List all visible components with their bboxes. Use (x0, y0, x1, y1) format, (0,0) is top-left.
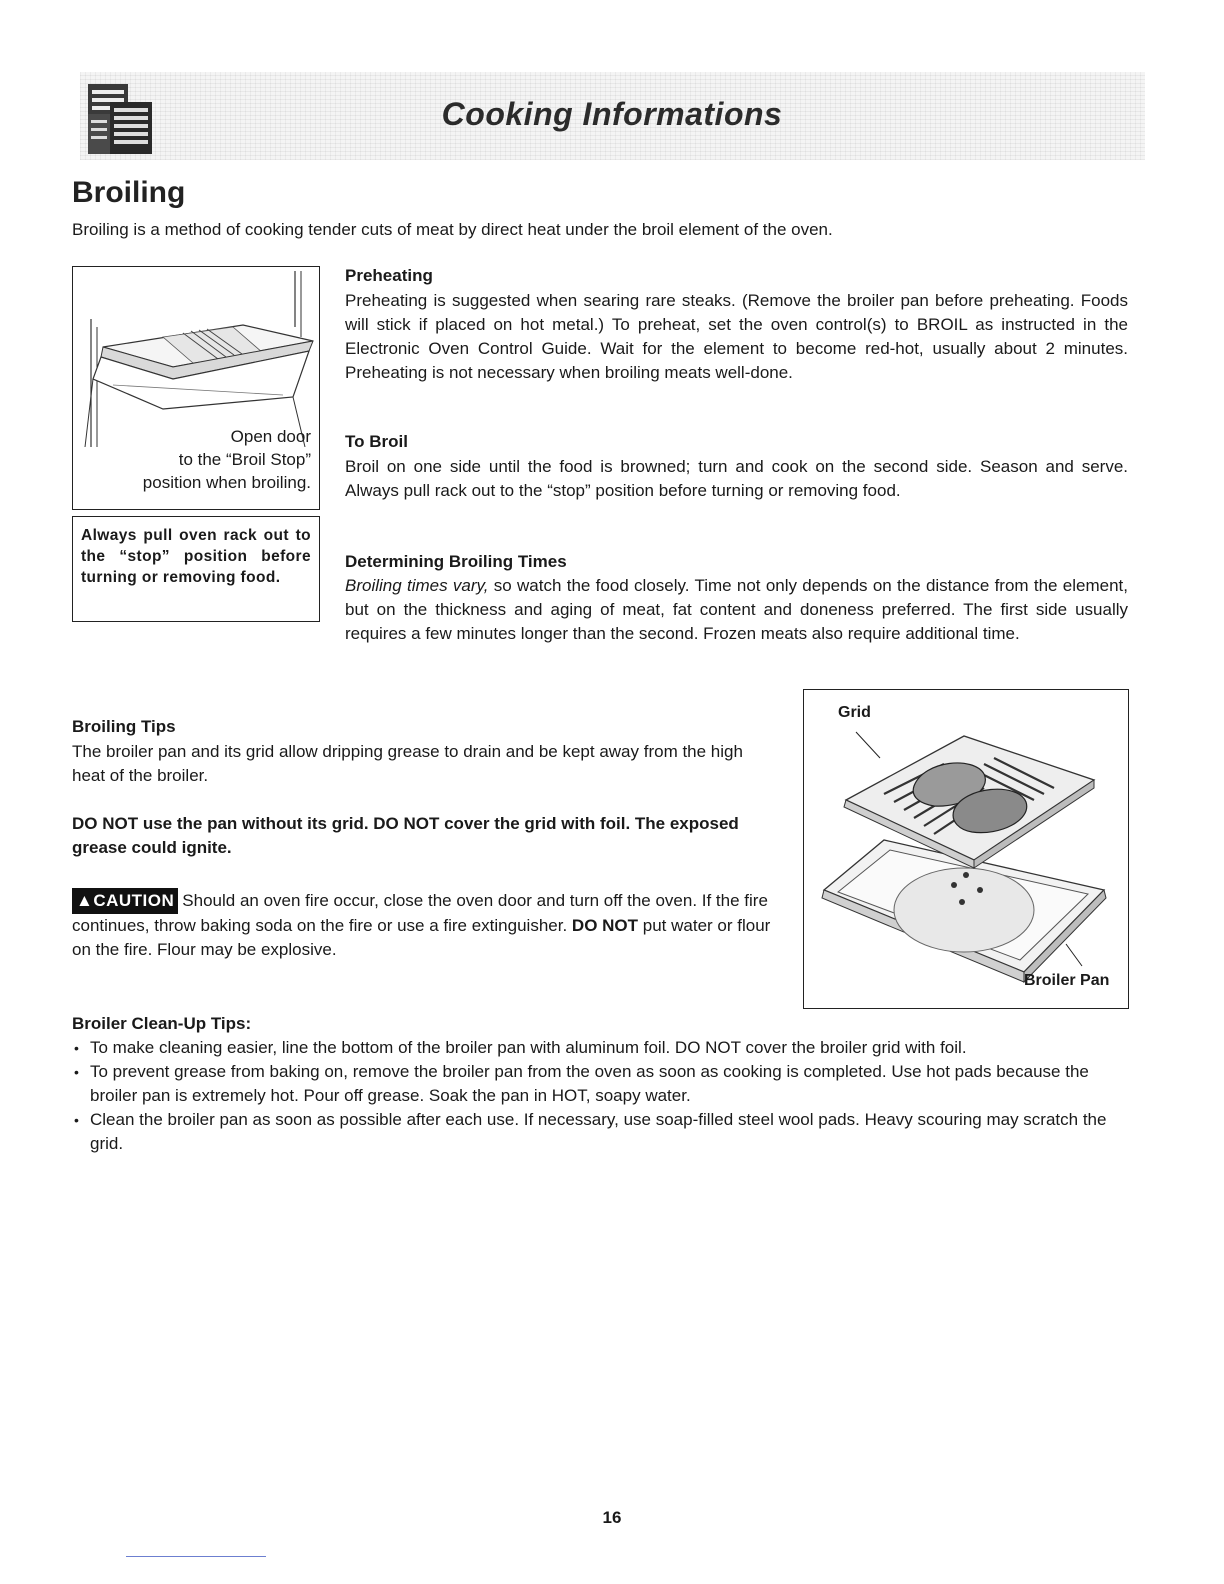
rack-note-text: Always pull oven rack out to the “stop” position before turning or removing food. (81, 527, 311, 586)
caption-line-1: Open door (230, 427, 311, 446)
caption-line-3: position when broiling. (142, 473, 311, 492)
section-title: Broiling (72, 176, 186, 209)
broiler-pan-illustration (804, 690, 1128, 1008)
broiling-tips-text: The broiler pan and its grid allow dripping grease to drain and be kept away from the high heat of the broiler. (72, 742, 743, 785)
oven-door-figure (72, 266, 320, 510)
cleanup-heading: Broiler Clean-Up Tips: (72, 1014, 252, 1033)
to-broil-heading: To Broil (345, 432, 408, 451)
cleanup-list (72, 1036, 1132, 1156)
caution-text: Should an oven fire occur, close the oven door and turn off the oven. If the fire continues, throw baking soda on the fire or use a fire extinguisher. (72, 891, 768, 935)
grid-label: Grid (838, 704, 871, 721)
cleanup-item: • Clean the broiler pan as soon as possible after each use. If necessary, use soap-filled steel wool pads. Heavy scouring may scratch the grid. (72, 1108, 1132, 1156)
preheating-text: Preheating is suggested when searing rare steaks. (Remove the broiler pan before preheating. Foods will stick if placed on hot metal.) To preheat, set the oven control(s) to BROIL as instructed in the Electronic Oven Control Guide. Wait for the element to become red-hot, usually about 2 minutes. Preheating is not necessary when broiling meats well-done. (345, 291, 1128, 382)
warning-triangle-icon: ▲ (76, 891, 94, 910)
broiler-pan-figure (803, 689, 1129, 1009)
broiling-tips-heading: Broiling Tips (72, 717, 176, 736)
caution-tail: put water or flour on the fire. Flour may be explosive. (72, 916, 771, 959)
cleanup-item: • To prevent grease from baking on, remove the broiler pan from the oven as soon as cooking is completed. Use hot pads because the broiler pan is extremely hot. Pour off grease. Soak the pan in HOT, soapy water. (72, 1060, 1132, 1108)
oven-door-illustration (73, 267, 319, 447)
cleanup-item: • To make cleaning easier, line the bottom of the broiler pan with aluminum foil. DO NOT cover the broiler grid with foil. (72, 1036, 1132, 1060)
page-number: 16 (602, 1508, 622, 1527)
to-broil-text: Broil on one side until the food is browned; turn and cook on the second side. Season and serve. Always pull rack out to the “stop” position before turning or removing food. (345, 457, 1128, 500)
determining-heading: Determining Broiling Times (345, 552, 567, 571)
preheating-heading: Preheating (345, 266, 433, 285)
section-intro: Broiling is a method of cooking tender cuts of meat by direct heat under the broil element of the oven. (72, 220, 833, 239)
caution-do-not: DO NOT (571, 916, 639, 935)
rack-note-box (72, 516, 320, 622)
determining-body: so watch the food closely. Time not only depends on the distance from the element, but on the thickness and aging of meat, fat content and doneness preferred. The first side usually requires a few minutes longer than the second. Frozen meats also require additional time. (345, 576, 1128, 643)
caption-line-2: to the “Broil Stop” (178, 450, 311, 469)
caution-paragraph (72, 888, 780, 962)
oven-figure-caption (73, 425, 311, 494)
page-header-title: Cooking Informations (441, 96, 783, 132)
grid-warning-text: DO NOT use the pan without its grid. DO NOT cover the grid with foil. The exposed grease could ignite. (72, 814, 739, 857)
broiler-pan-label: Broiler Pan (1024, 972, 1110, 989)
determining-text (345, 574, 1128, 646)
caution-badge (72, 888, 178, 914)
footer-rule (126, 1556, 266, 1557)
determining-italic-lead: Broiling times vary, (345, 576, 489, 595)
caution-label: CAUTION (93, 891, 175, 910)
